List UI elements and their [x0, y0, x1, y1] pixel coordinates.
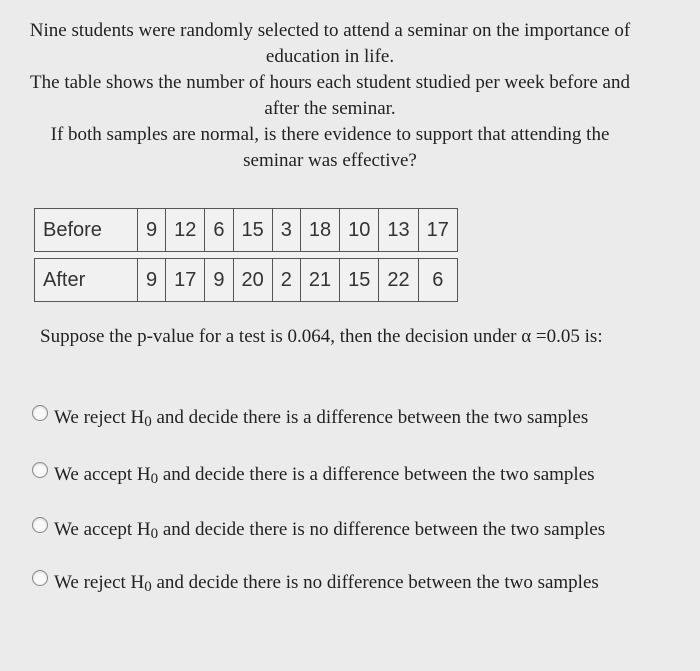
option-text-post: and decide there is a difference between the two samples: [151, 407, 589, 428]
row-label-after: After: [35, 259, 138, 302]
table-cell: 9: [138, 209, 166, 252]
data-table: [34, 208, 458, 302]
radio-button[interactable]: [32, 570, 48, 586]
row-label-before: Before: [35, 209, 138, 252]
table-cell: 12: [166, 209, 205, 252]
subscript-zero: 0: [150, 471, 159, 487]
option-text-pre: We reject H: [54, 407, 145, 428]
table-cell: 10: [340, 209, 379, 252]
table-cell: 17: [166, 259, 205, 302]
table-cell: 6: [418, 259, 457, 302]
subscript-zero: 0: [144, 579, 152, 595]
question-line-3: If both samples are normal, is there evidence to support that attending the seminar was effective?: [50, 124, 610, 171]
table-gap: [35, 252, 458, 259]
option-text-pre: We reject H: [54, 572, 145, 593]
decision-prompt: Suppose the p-value for a test is 0.064, then the decision under α =0.05 is:: [40, 326, 603, 347]
answer-option-1[interactable]: [32, 402, 652, 435]
radio-button[interactable]: [32, 405, 48, 421]
table-cell: 13: [379, 209, 418, 252]
option-text-pre: We accept H: [54, 519, 151, 540]
option-text-post: and decide there is no difference between the two samples: [158, 519, 606, 540]
question-line-1: Nine students were randomly selected to attend a seminar on the importance of education in life.: [29, 20, 631, 67]
radio-button[interactable]: [32, 462, 48, 478]
answer-options: [32, 402, 652, 600]
gap-cell: [35, 252, 458, 259]
radio-button[interactable]: [32, 517, 48, 533]
table-cell: 15: [233, 209, 272, 252]
option-text-post: and decide there is a difference between the two samples: [158, 464, 595, 485]
subscript-zero: 0: [150, 526, 159, 542]
answer-option-4[interactable]: [32, 567, 652, 600]
table-row-before: [35, 209, 458, 252]
answer-option-2[interactable]: [32, 459, 652, 492]
subscript-zero: 0: [144, 414, 152, 430]
table-cell: 21: [300, 259, 339, 302]
answer-option-3[interactable]: [32, 514, 652, 547]
table-cell: 18: [300, 209, 339, 252]
table-cell: 9: [138, 259, 166, 302]
table-row-after: [35, 259, 458, 302]
option-text-pre: We accept H: [54, 464, 151, 485]
table-cell: 22: [379, 259, 418, 302]
table-cell: 9: [205, 259, 233, 302]
option-text-post: and decide there is no difference between the two samples: [151, 572, 599, 593]
question-line-2: The table shows the number of hours each student studied per week before and after the seminar.: [30, 72, 630, 119]
table-cell: 6: [205, 209, 233, 252]
table-cell: 17: [418, 209, 457, 252]
table-cell: 15: [340, 259, 379, 302]
table-cell: 20: [233, 259, 272, 302]
table-cell: 3: [272, 209, 300, 252]
table-cell: 2: [272, 259, 300, 302]
question-text: [20, 18, 640, 174]
